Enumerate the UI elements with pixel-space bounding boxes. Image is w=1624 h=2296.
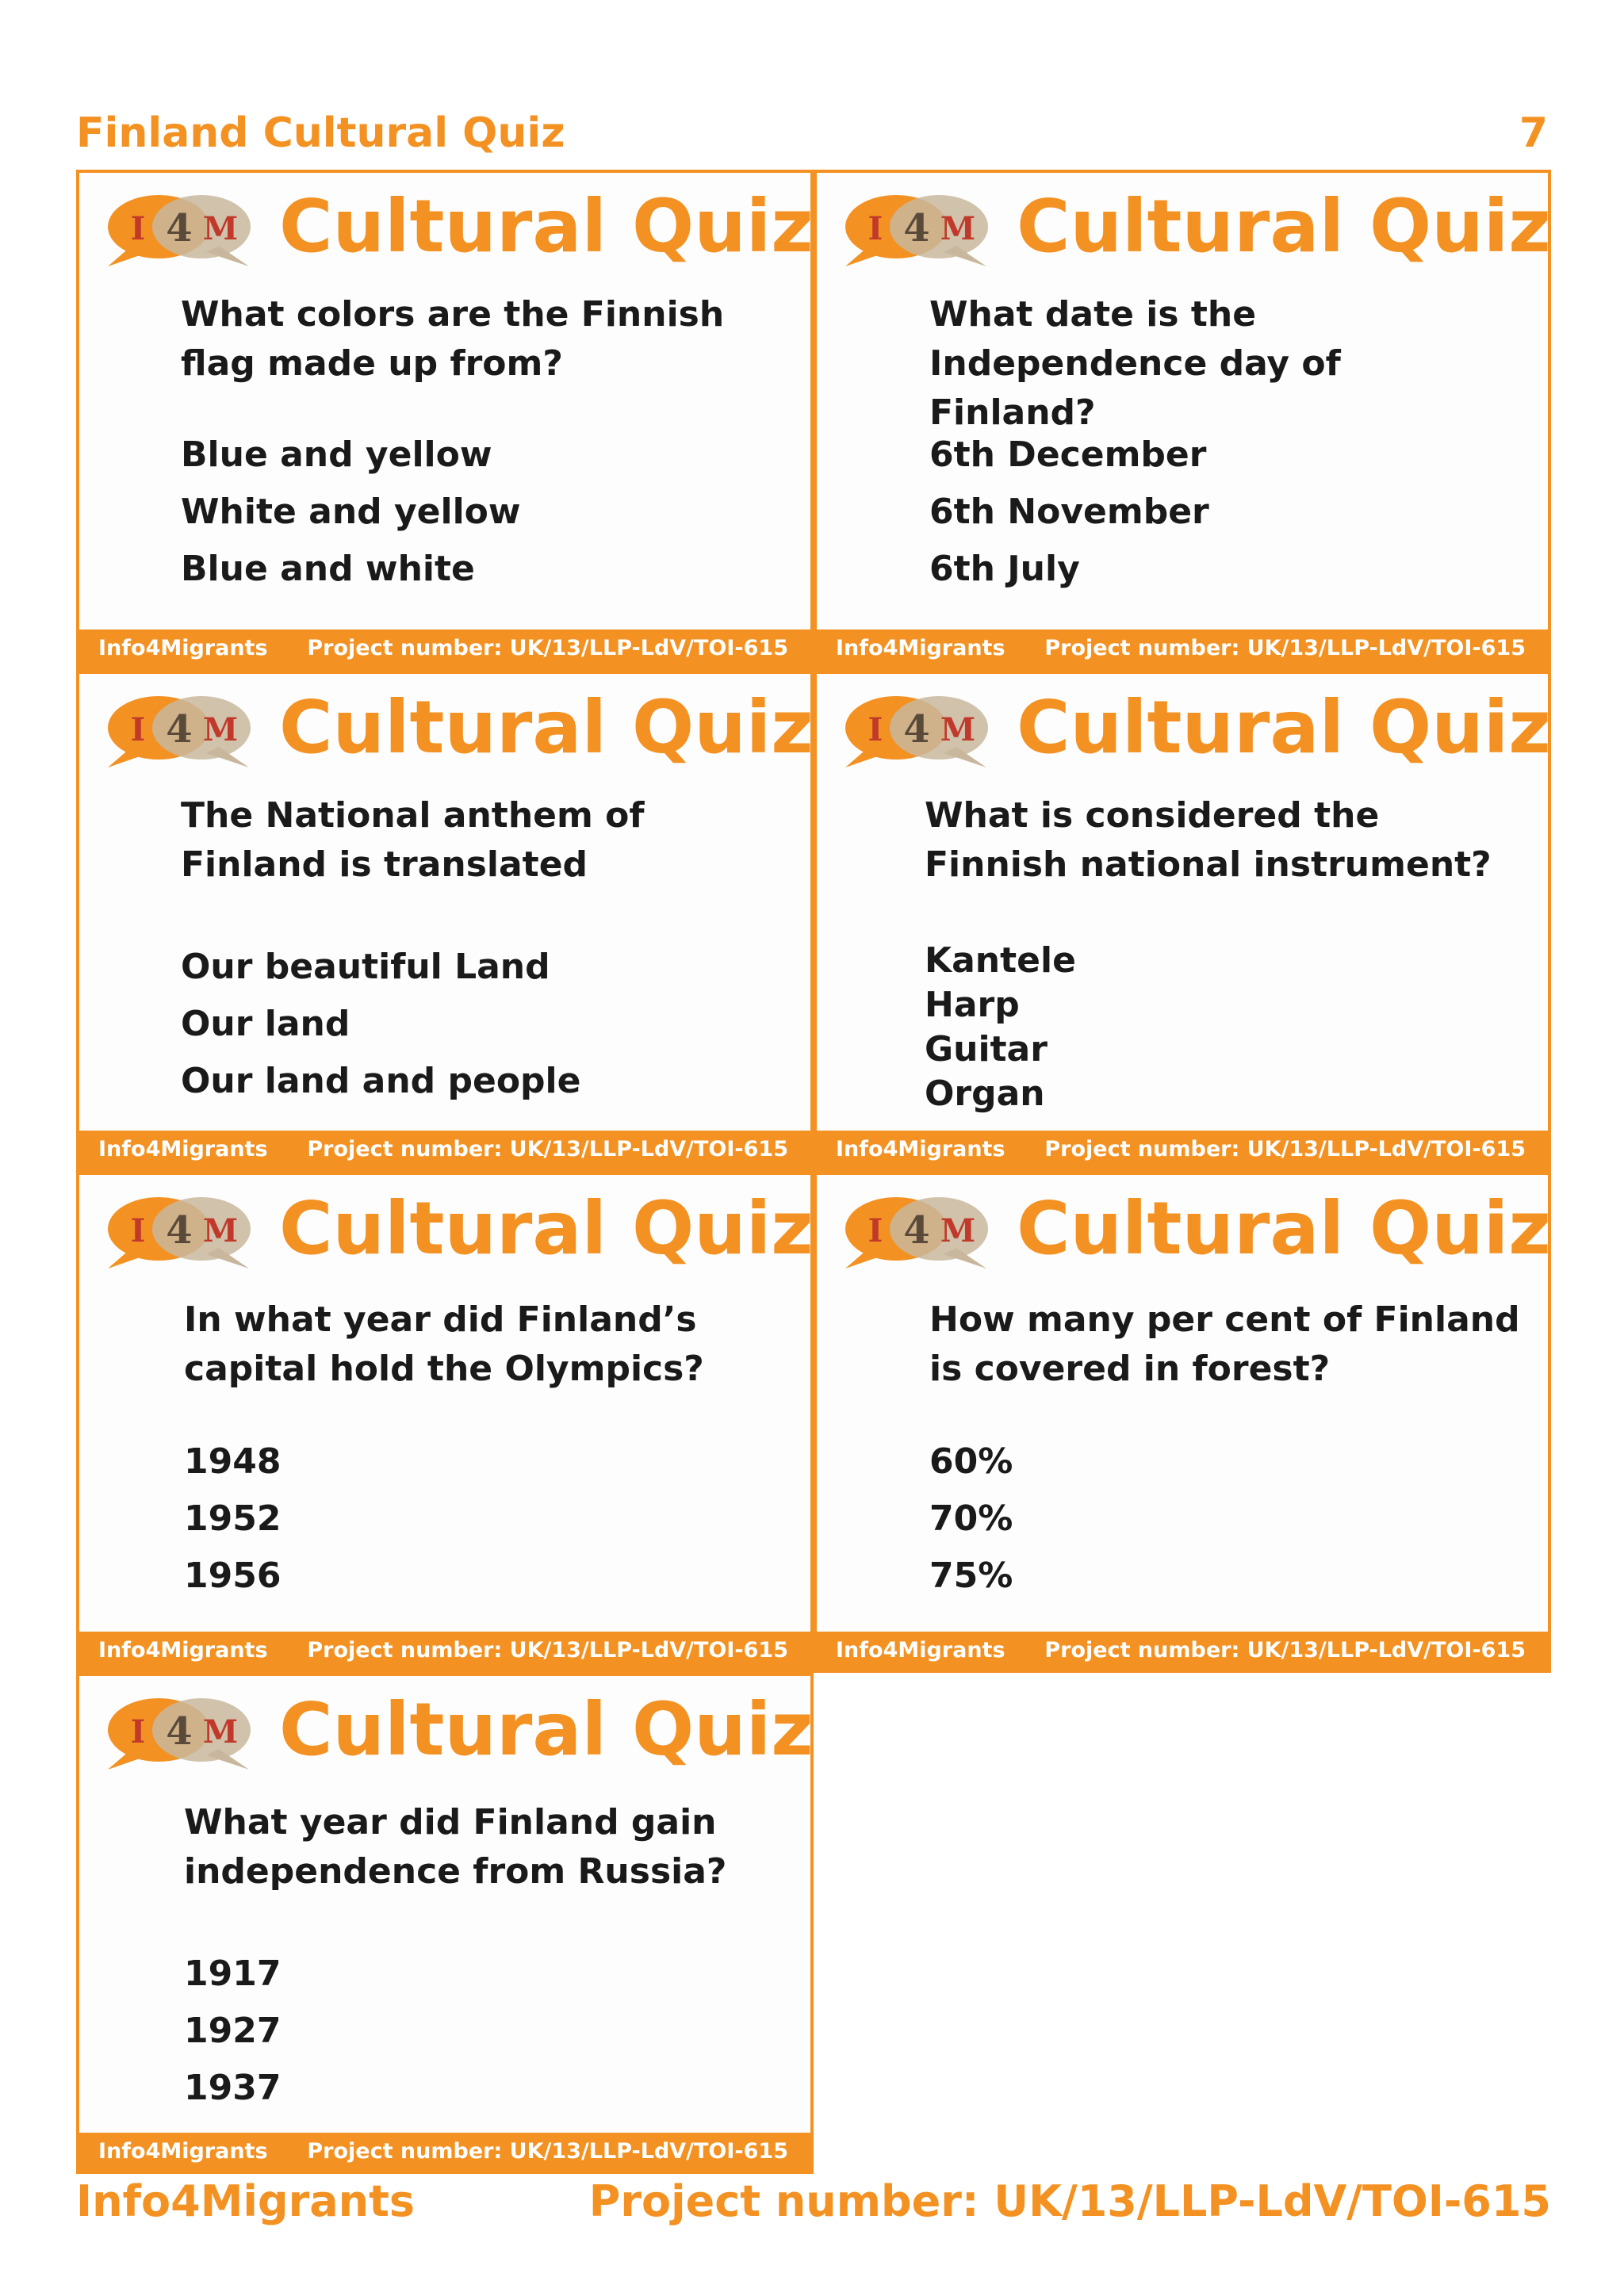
card-footer: [817, 1632, 1548, 1670]
quiz-card: [76, 671, 814, 1172]
answer-option: 6th July: [929, 549, 1080, 589]
i4m-logo-icon: [837, 685, 993, 771]
quiz-card: [814, 671, 1551, 1172]
quiz-card: [76, 1172, 814, 1673]
card-footer-brand: Info4Migrants: [98, 1137, 268, 1161]
answer-option: Harp: [925, 985, 1020, 1025]
card-footer-project: Project number: UK/13/LLP-LdV/TOI-615: [1044, 1638, 1526, 1663]
page-footer-project: Project number: UK/13/LLP-LdV/TOI-615: [588, 2176, 1551, 2226]
answer-option: Blue and yellow: [181, 434, 492, 475]
card-title: Cultural Quiz: [279, 685, 814, 770]
logo-digit: 4: [903, 1208, 930, 1253]
answer-list: [929, 427, 1516, 598]
card-title: Cultural Quiz: [1017, 685, 1551, 770]
logo-digit: 4: [903, 206, 930, 251]
card-footer-project: Project number: UK/13/LLP-LdV/TOI-615: [307, 2139, 788, 2164]
i4m-logo-icon: [100, 1687, 255, 1773]
card-footer: [79, 629, 810, 668]
card-title: Cultural Quiz: [1017, 184, 1551, 269]
card-footer: [817, 1131, 1548, 1169]
logo-letter: M: [940, 210, 976, 247]
card-footer-project: Project number: UK/13/LLP-LdV/TOI-615: [307, 1137, 788, 1161]
answer-option: 60%: [929, 1441, 1013, 1482]
logo-letter: I: [130, 711, 146, 748]
logo-letter: I: [868, 711, 883, 748]
card-footer-brand: Info4Migrants: [836, 1137, 1005, 1161]
answer-option: 1952: [184, 1498, 282, 1539]
card-footer-brand: Info4Migrants: [836, 1638, 1005, 1663]
answer-list: [925, 939, 1511, 1116]
answer-list: [181, 939, 799, 1110]
logo-digit: 4: [166, 707, 193, 752]
quiz-card: [76, 1673, 814, 2174]
answer-option: Organ: [925, 1073, 1045, 1114]
answer-option: Kantele: [925, 940, 1076, 981]
quiz-card: [76, 170, 814, 671]
answer-option: 70%: [929, 1498, 1013, 1539]
question-text: What is considered the Finnish national instrument?: [925, 795, 1492, 885]
answer-list: [181, 427, 768, 598]
card-footer-project: Project number: UK/13/LLP-LdV/TOI-615: [307, 1638, 788, 1663]
question-text: What year did Finland gain independence from Russia?: [184, 1802, 727, 1892]
logo-letter: M: [202, 1713, 239, 1751]
answer-option: White and yellow: [181, 492, 521, 532]
answer-option: 1948: [184, 1441, 282, 1482]
answer-option: Our land and people: [181, 1061, 581, 1101]
logo-letter: I: [868, 1212, 883, 1249]
card-footer: [79, 1632, 810, 1670]
card-footer-brand: Info4Migrants: [98, 636, 268, 660]
i4m-logo-icon: [837, 1186, 993, 1272]
card-footer-brand: Info4Migrants: [836, 636, 1005, 660]
page-number: 7: [1519, 109, 1548, 157]
logo-letter: I: [868, 210, 883, 247]
logo-letter: M: [202, 711, 239, 748]
question-text: In what year did Finland’s capital hold the Olympics?: [184, 1299, 704, 1389]
answer-option: Blue and white: [181, 549, 475, 589]
question-text: What colors are the Finnish flag made up from?: [181, 294, 725, 384]
card-footer: [79, 2133, 810, 2171]
answer-list: [184, 1433, 771, 1605]
i4m-logo-icon: [100, 184, 255, 270]
logo-letter: M: [940, 1212, 976, 1249]
card-footer-project: Project number: UK/13/LLP-LdV/TOI-615: [1044, 636, 1526, 660]
card-title: Cultural Quiz: [279, 1687, 814, 1772]
logo-letter: I: [130, 1212, 146, 1249]
answer-option: 6th November: [929, 492, 1209, 532]
answer-option: 1937: [184, 2068, 282, 2108]
page-footer-brand: Info4Migrants: [76, 2176, 416, 2226]
card-title: Cultural Quiz: [1017, 1186, 1551, 1271]
answer-list: [929, 1433, 1516, 1605]
answer-option: Guitar: [925, 1029, 1048, 1070]
card-footer-project: Project number: UK/13/LLP-LdV/TOI-615: [1044, 1137, 1526, 1161]
logo-letter: I: [130, 1713, 146, 1751]
answer-option: 75%: [929, 1556, 1013, 1596]
card-footer-brand: Info4Migrants: [98, 2139, 268, 2164]
logo-digit: 4: [903, 707, 930, 752]
question-text: The National anthem of Finland is translated: [181, 795, 645, 885]
card-title: Cultural Quiz: [279, 184, 814, 269]
logo-digit: 4: [166, 1208, 193, 1253]
question-text: What date is the Independence day of Finland?: [929, 294, 1341, 433]
card-footer-brand: Info4Migrants: [98, 1638, 268, 1663]
logo-letter: M: [202, 1212, 239, 1249]
i4m-logo-icon: [100, 685, 255, 771]
logo-digit: 4: [166, 206, 193, 251]
logo-letter: M: [940, 711, 976, 748]
question-text: How many per cent of Finland is covered in forest?: [929, 1299, 1520, 1389]
logo-digit: 4: [166, 1709, 193, 1754]
page-title: Finland Cultural Quiz: [76, 109, 565, 157]
quiz-card: [814, 1172, 1551, 1673]
card-footer-project: Project number: UK/13/LLP-LdV/TOI-615: [307, 636, 788, 660]
answer-option: 1956: [184, 1556, 282, 1596]
quiz-card: [814, 170, 1551, 671]
card-footer: [817, 629, 1548, 668]
answer-option: 1927: [184, 2011, 282, 2051]
answer-option: 6th December: [929, 434, 1207, 475]
answer-option: Our land: [181, 1004, 350, 1044]
answer-option: Our beautiful Land: [181, 947, 550, 987]
logo-letter: I: [130, 210, 146, 247]
logo-letter: M: [202, 210, 239, 247]
i4m-logo-icon: [837, 184, 993, 270]
answer-option: 1917: [184, 1954, 282, 1994]
card-footer: [79, 1131, 810, 1169]
answer-list: [184, 1946, 771, 2117]
card-title: Cultural Quiz: [279, 1186, 814, 1271]
i4m-logo-icon: [100, 1186, 255, 1272]
